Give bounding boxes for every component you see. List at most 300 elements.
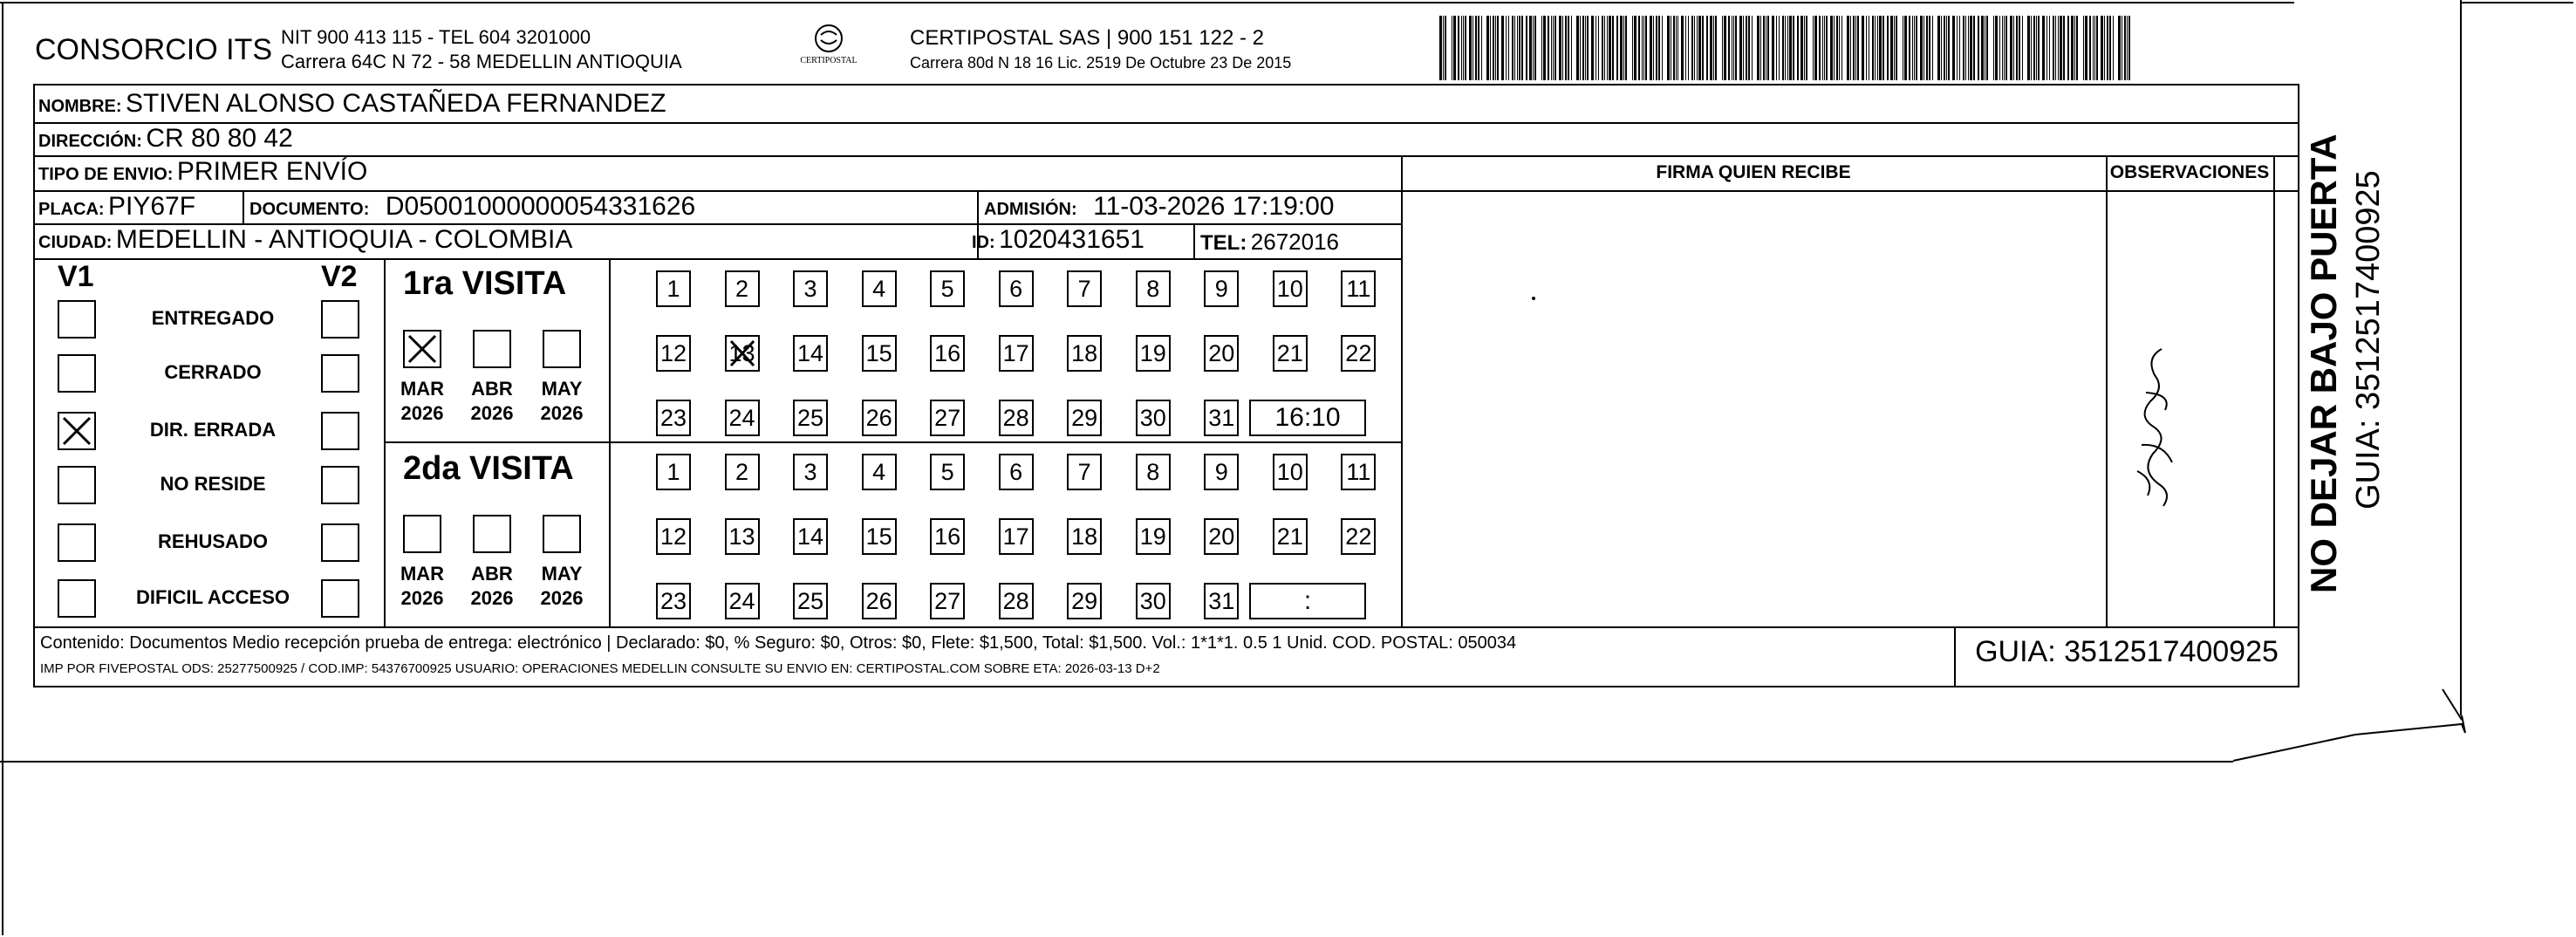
barcode-bar (1932, 16, 1933, 80)
barcode-bar (1463, 16, 1464, 80)
month-checkbox[interactable] (403, 330, 441, 368)
day-number: 4 (872, 459, 886, 485)
top-edge-line (0, 2, 2294, 3)
day-box[interactable] (999, 454, 1034, 490)
certipostal-logo (789, 23, 868, 75)
barcode-bar (1999, 16, 2001, 80)
day-box[interactable] (793, 583, 828, 619)
barcode-bar (1632, 16, 1633, 80)
barcode-bar (1543, 16, 1546, 80)
barcode-bar (1973, 16, 1975, 80)
ciudad-row (38, 225, 572, 255)
barcode-bar (1576, 16, 1579, 80)
barcode-bar (1970, 16, 1972, 80)
barcode-bar (1963, 16, 1964, 80)
month-label: ABR (471, 378, 513, 400)
day-box[interactable] (1204, 583, 1239, 619)
col-line (1193, 223, 1195, 258)
day-box[interactable] (793, 454, 828, 490)
day-box[interactable] (725, 454, 760, 490)
v2-checkbox[interactable] (321, 466, 359, 504)
barcode-bar (1800, 16, 1803, 80)
month-checkbox[interactable] (543, 330, 581, 368)
barcode-bar (1819, 16, 1821, 80)
barcode-bar (2036, 16, 2037, 80)
day-number: 13 (728, 523, 755, 550)
barcode-bar (1697, 16, 1698, 80)
day-box[interactable] (862, 518, 897, 555)
barcode-bar (1813, 16, 1814, 80)
day-box[interactable] (862, 454, 897, 490)
barcode-bar (2093, 16, 2094, 80)
barcode-bar (1458, 16, 1459, 80)
day-number: 26 (865, 588, 892, 614)
barcode-bar (2089, 16, 2091, 80)
barcode-bar (1568, 16, 1569, 80)
tel-value: 2672016 (1250, 229, 1340, 255)
no-dejar-warning: NO DEJAR BAJO PUERTA (2303, 133, 2344, 593)
day-box[interactable] (1204, 454, 1239, 490)
day-number: 18 (1071, 340, 1098, 366)
day-box[interactable] (725, 518, 760, 555)
day-box[interactable] (725, 400, 760, 436)
barcode-bar (2033, 16, 2035, 80)
barcode-bar (1890, 16, 1893, 80)
barcode-bar (1604, 16, 1605, 80)
barcode-bar (1514, 16, 1515, 80)
barcode-bar (1602, 16, 1603, 80)
courier-line: CERTIPOSTAL SAS | 900 151 122 - 2 (910, 26, 1264, 50)
col-line (1401, 155, 1403, 626)
barcode-bar (1986, 16, 1988, 80)
right-edge-line (2460, 0, 2462, 715)
barcode-bar (2118, 16, 2121, 80)
tel-row (1200, 229, 1339, 256)
month-label: ABR (471, 563, 513, 585)
barcode-bar (2116, 16, 2117, 80)
year-label: 2026 (540, 587, 584, 609)
v2-checkbox[interactable] (321, 354, 359, 393)
day-number: 23 (659, 405, 687, 431)
day-box[interactable] (862, 400, 897, 436)
day-number: 28 (1002, 588, 1029, 614)
direccion-value: CR 80 80 42 (146, 124, 293, 153)
day-box[interactable] (1273, 335, 1308, 372)
month-checkbox[interactable] (473, 515, 511, 553)
day-number: 28 (1002, 405, 1029, 431)
barcode-bar (1957, 16, 1958, 80)
row-line (33, 155, 2299, 157)
barcode-bar (1952, 16, 1955, 80)
day-box[interactable] (930, 270, 965, 307)
day-box[interactable] (999, 270, 1034, 307)
day-box[interactable] (793, 518, 828, 555)
month-label: MAY (541, 378, 583, 400)
barcode-bar (1824, 16, 1825, 80)
barcode-bar (1896, 16, 1897, 80)
day-box[interactable] (930, 400, 965, 436)
barcode-bar (1875, 16, 1876, 80)
barcode-bar (2019, 16, 2020, 80)
barcode-bar (1612, 16, 1614, 80)
day-box[interactable] (1273, 270, 1308, 307)
barcode-bar (1839, 16, 1841, 80)
address-line: Carrera 64C N 72 - 58 MEDELLIN ANTIOQUIA (281, 51, 682, 72)
barcode-bar (2101, 16, 2103, 80)
barcode-bar (1698, 16, 1701, 80)
barcode-bar (2058, 16, 2059, 80)
day-box[interactable] (930, 583, 965, 619)
day-box[interactable] (656, 583, 691, 619)
day-box[interactable] (1136, 400, 1171, 436)
year-label: 2026 (470, 402, 514, 424)
barcode-bar (1993, 16, 1994, 80)
barcode-bar (1565, 16, 1567, 80)
first-visit-title: 1ra VISITA (403, 265, 567, 302)
barcode-bar (1841, 16, 1842, 80)
day-number: 17 (1002, 523, 1029, 550)
barcode-bar (2127, 16, 2128, 80)
day-number: 14 (797, 523, 824, 550)
barcode-bar (1959, 16, 1960, 80)
day-box[interactable] (656, 518, 691, 555)
barcode-bar (1620, 16, 1623, 80)
logo-emblem-icon (789, 23, 868, 75)
ciudad-value: MEDELLIN - ANTIOQUIA - COLOMBIA (115, 225, 573, 254)
barcode-bar (1763, 16, 1765, 80)
barcode-bar (1990, 16, 1991, 80)
barcode-bar (2071, 16, 2074, 80)
barcode-bar (1904, 16, 1907, 80)
barcode-bar (1478, 16, 1479, 80)
barcode-bar (1834, 16, 1835, 80)
day-number: 27 (934, 588, 961, 614)
barcode-bar (1616, 16, 1618, 80)
day-number: 30 (1139, 405, 1166, 431)
v2-checkbox[interactable] (321, 579, 359, 618)
day-box[interactable] (1341, 270, 1376, 307)
barcode-bar (1743, 16, 1744, 80)
barcode-bar (2022, 16, 2023, 80)
day-box[interactable] (1136, 270, 1171, 307)
documento-value: D05001000000054331626 (385, 192, 696, 221)
footer-line2: IMP POR FIVEPOSTAL ODS: 25277500925 / COD.IMP: 54376700925 USUARIO: OPERACIONES MEDELLIN CONSULTE SU ENVIO EN: CERTIPOSTAL.COM SOBRE ETA: 2026-03-13 D+2 (40, 661, 1160, 676)
day-number: 26 (865, 405, 892, 431)
barcode-bar (1850, 16, 1851, 80)
barcode-bar (1501, 16, 1504, 80)
day-box[interactable] (656, 454, 691, 490)
id-value: 1020431651 (999, 225, 1145, 254)
barcode-bar (1809, 16, 1810, 80)
day-box[interactable] (1067, 335, 1102, 372)
barcode-bar (1702, 16, 1704, 80)
day-number: 19 (1139, 523, 1166, 550)
day-box[interactable] (793, 270, 828, 307)
day-box[interactable] (725, 583, 760, 619)
day-box[interactable] (656, 270, 691, 307)
day-box[interactable] (862, 335, 897, 372)
day-number: 25 (797, 588, 824, 614)
barcode-bar (1634, 16, 1636, 80)
barcode-bar (1914, 16, 1915, 80)
barcode-bar (1645, 16, 1647, 80)
visit-divider (384, 441, 1401, 443)
day-number: 31 (1208, 405, 1235, 431)
barcode-bar (1853, 16, 1855, 80)
barcode-bar (2076, 16, 2078, 80)
v2-checkbox[interactable] (321, 523, 359, 562)
day-box[interactable] (1341, 335, 1376, 372)
row-line (1401, 190, 2273, 192)
barcode-bar (1887, 16, 1889, 80)
day-box[interactable] (1136, 454, 1171, 490)
barcode-bar (1453, 16, 1456, 80)
barcode-bar (1879, 16, 1882, 80)
day-box[interactable] (1067, 583, 1102, 619)
barcode-bar (1529, 16, 1532, 80)
lower-edge-line (0, 761, 2233, 763)
barcode-bar (2109, 16, 2111, 80)
barcode-bar (1948, 16, 1950, 80)
day-box[interactable] (1341, 518, 1376, 555)
footer-line1: Contenido: Documentos Medio recepción prueba de entrega: electrónico | Declarado: $0, % Seguro: $0, Otros: $0, Flete: $1,500, Total: $1,500. Vol.: 1*1*1. 0.5 1 Unid. COD. POSTAL: 050034 (40, 633, 1517, 653)
barcode-bar (1713, 16, 1714, 80)
barcode-bar (1609, 16, 1611, 80)
day-box[interactable] (725, 270, 760, 307)
status-label: ENTREGADO (151, 307, 275, 329)
barcode-bar (1587, 16, 1589, 80)
barcode-bar (1439, 16, 1442, 80)
barcode-bar (1946, 16, 1947, 80)
admision-row (984, 192, 1334, 222)
tipo-label: TIPO DE ENVIO: (38, 165, 174, 184)
day-box[interactable] (1136, 335, 1171, 372)
day-number: 6 (1009, 276, 1023, 302)
day-box[interactable] (1067, 518, 1102, 555)
month-checkbox[interactable] (473, 330, 511, 368)
tipo-row (38, 157, 367, 187)
day-number: 11 (1346, 459, 1371, 485)
barcode-bar (1882, 16, 1884, 80)
barcode-bar (1752, 16, 1753, 80)
barcode-bar (1735, 16, 1737, 80)
barcode-bar (1912, 16, 1913, 80)
barcode-bar (2002, 16, 2003, 80)
barcode-bar (1715, 16, 1717, 80)
month-label: MAR (400, 563, 445, 585)
barcode-bar (1706, 16, 1708, 80)
barcode-bar (1862, 16, 1864, 80)
col-line (2273, 155, 2275, 626)
barcode-bar (1506, 16, 1507, 80)
barcode-bar (1465, 16, 1466, 80)
day-box[interactable] (930, 335, 965, 372)
day-number: 29 (1071, 405, 1098, 431)
day-number: 8 (1146, 459, 1160, 485)
tel-label: TEL: (1200, 231, 1247, 255)
day-box[interactable] (1273, 454, 1308, 490)
barcode-bar (1899, 16, 1900, 80)
barcode-bar (1855, 16, 1856, 80)
day-number: 7 (1077, 276, 1091, 302)
barcode-bar (1521, 16, 1523, 80)
barcode-bar (1688, 16, 1689, 80)
barcode-bar (1642, 16, 1643, 80)
year-label: 2026 (400, 402, 444, 424)
day-box[interactable] (725, 335, 760, 372)
day-number: 22 (1345, 523, 1372, 550)
day-box[interactable] (999, 518, 1034, 555)
day-box[interactable] (1273, 518, 1308, 555)
placa-value: PIY67F (108, 192, 196, 221)
admision-label: ADMISIÓN: (984, 200, 1077, 219)
barcode-bar (1533, 16, 1534, 80)
day-number: 25 (797, 405, 824, 431)
x-mark-icon (727, 337, 758, 370)
time-box[interactable]: 16:10 (1249, 400, 1366, 436)
barcode-bar (1445, 16, 1446, 80)
day-box[interactable] (656, 400, 691, 436)
barcode-bar (1926, 16, 1928, 80)
barcode-bar (1673, 16, 1675, 80)
month-checkbox[interactable] (403, 515, 441, 553)
barcode-bar (1497, 16, 1499, 80)
day-box[interactable] (656, 335, 691, 372)
placa-row (38, 192, 195, 222)
barcode-bar (1623, 16, 1624, 80)
day-box[interactable] (999, 583, 1034, 619)
barcode-bar (1475, 16, 1477, 80)
barcode-bar (1691, 16, 1693, 80)
observaciones-header: OBSERVACIONES (2109, 162, 2270, 182)
v2-checkbox[interactable] (321, 300, 359, 339)
day-number: 11 (1346, 276, 1371, 302)
day-box[interactable] (1204, 400, 1239, 436)
barcode-bar (1724, 16, 1726, 80)
barcode-bar (2055, 16, 2056, 80)
firma-header: FIRMA QUIEN RECIBE (1656, 162, 1851, 182)
day-number: 20 (1208, 340, 1235, 366)
day-box[interactable] (1136, 518, 1171, 555)
day-number: 4 (872, 276, 886, 302)
day-number: 16 (934, 523, 961, 550)
barcode-bar (1826, 16, 1828, 80)
col-line (2106, 155, 2108, 626)
torn-edge (2181, 681, 2576, 776)
day-box[interactable] (862, 270, 897, 307)
day-box[interactable] (1067, 400, 1102, 436)
day-box[interactable] (862, 583, 897, 619)
barcode-bar (2031, 16, 2032, 80)
day-number: 24 (728, 405, 755, 431)
barcode-bar (1739, 16, 1742, 80)
day-number: 15 (865, 340, 892, 366)
barcode-bar (1677, 16, 1679, 80)
barcode-bar (1562, 16, 1563, 80)
barcode-bar (1787, 16, 1788, 80)
barcode-bar (1469, 16, 1472, 80)
barcode-bar (1937, 16, 1940, 80)
day-box[interactable] (930, 518, 965, 555)
barcode-bar (1571, 16, 1572, 80)
col-line (243, 190, 244, 225)
barcode-bar (1746, 16, 1747, 80)
tipo-value: PRIMER ENVÍO (176, 157, 368, 186)
barcode-bar (1585, 16, 1586, 80)
id-row (972, 225, 1145, 255)
barcode-bar (1944, 16, 1945, 80)
barcode-bar (1806, 16, 1807, 80)
barcode-bar (2042, 16, 2045, 80)
day-box[interactable] (1136, 583, 1171, 619)
barcode-bar (1894, 16, 1895, 80)
day-box[interactable] (1204, 518, 1239, 555)
barcode-bar (1965, 16, 1966, 80)
barcode-bar (1591, 16, 1594, 80)
month-checkbox[interactable] (543, 515, 581, 553)
barcode-bar (1526, 16, 1527, 80)
logo-text: CERTIPOSTAL (800, 56, 858, 65)
barcode-bar (1665, 16, 1666, 80)
direccion-row (38, 124, 293, 154)
barcode-bar (1779, 16, 1780, 80)
barcode-bar (1776, 16, 1777, 80)
barcode-bar (1920, 16, 1923, 80)
barcode-bar (1517, 16, 1518, 80)
day-number: 31 (1208, 588, 1235, 614)
day-box[interactable] (999, 400, 1034, 436)
day-box[interactable] (1341, 454, 1376, 490)
barcode-bar (1495, 16, 1496, 80)
day-box[interactable] (1067, 454, 1102, 490)
barcode-bar (1662, 16, 1663, 80)
day-box[interactable] (1067, 270, 1102, 307)
day-box[interactable] (793, 400, 828, 436)
barcode-bar (1710, 16, 1712, 80)
barcode-bar (2027, 16, 2030, 80)
barcode-bar (1941, 16, 1942, 80)
day-box[interactable] (999, 335, 1034, 372)
day-number: 29 (1071, 588, 1098, 614)
barcode-bar (1872, 16, 1874, 80)
barcode-bar (1681, 16, 1684, 80)
barcode-bar (2010, 16, 2012, 80)
status-label: REHUSADO (158, 530, 268, 552)
day-box[interactable] (930, 454, 965, 490)
barcode-bar (2046, 16, 2047, 80)
barcode-bar (1512, 16, 1513, 80)
month-label: MAR (400, 378, 445, 400)
day-number: 21 (1276, 340, 1303, 366)
nombre-row (38, 89, 666, 119)
barcode-bar (1461, 16, 1462, 80)
barcode-bar (1830, 16, 1833, 80)
barcode-bar (1789, 16, 1792, 80)
v2-checkbox[interactable] (321, 412, 359, 450)
day-box[interactable] (1204, 335, 1239, 372)
day-number: 13 (728, 340, 755, 366)
barcode-bar (2067, 16, 2069, 80)
time-box[interactable]: : (1249, 583, 1366, 619)
day-number: 1 (666, 459, 680, 485)
day-box[interactable] (1204, 270, 1239, 307)
barcode-bar (2016, 16, 2018, 80)
day-box[interactable] (793, 335, 828, 372)
barcode-bar (2053, 16, 2054, 80)
barcode-bar (1877, 16, 1878, 80)
day-number: 22 (1345, 340, 1372, 366)
v2-label: V2 (321, 260, 358, 293)
